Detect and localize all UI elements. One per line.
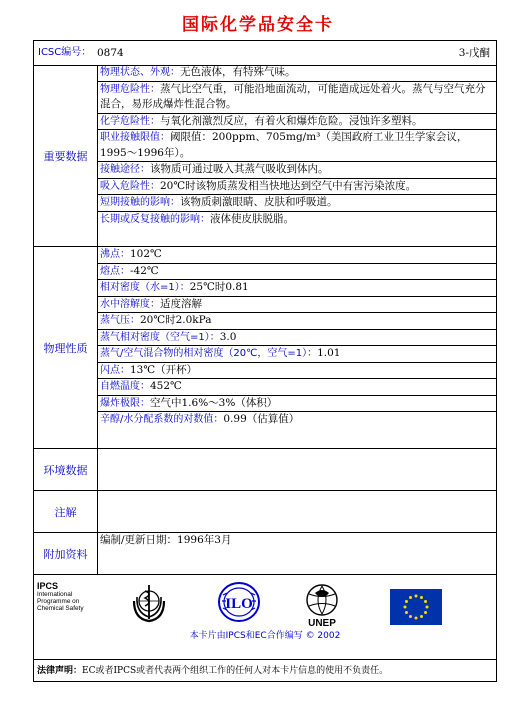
important-value: 该物质可通过吸入其蒸气吸收到体内。 — [150, 163, 329, 175]
section-label-environment: 环境数据 — [34, 449, 98, 490]
important-line — [98, 179, 496, 196]
ilo-emblem-icon — [217, 581, 261, 623]
unep-emblem-icon — [302, 583, 342, 617]
eu-star-icon — [424, 600, 427, 603]
physical-line — [98, 412, 496, 428]
eu-star-icon — [405, 611, 408, 614]
eu-star-icon — [420, 596, 423, 599]
important-line — [98, 162, 496, 179]
eu-star-icon — [409, 596, 412, 599]
important-lines — [98, 65, 496, 246]
ipcs-logo-text: IPCS International Programme on Chemical Safety — [37, 581, 84, 612]
important-line — [98, 195, 496, 212]
important-value: 阈限值：200ppm、705mg/m³（美国政府工业卫生学家会议，1995～1996年）。 — [100, 131, 468, 159]
section-environment — [34, 449, 496, 491]
physical-lines — [98, 247, 496, 448]
section-notes — [34, 491, 496, 533]
physical-key: 相对密度（水=1）： — [100, 282, 190, 293]
physical-line — [98, 396, 496, 413]
important-value: 蒸气比空气重，可能沿地面流动，可能造成远处着火。蒸气与空气充分混合，易形成爆炸性混合物。 — [100, 82, 486, 110]
icsc-code-value: 0874 — [97, 47, 124, 59]
physical-key: 熔点： — [100, 265, 130, 277]
section-important — [34, 65, 496, 247]
physical-value: 空气中1.6%～3%（体积） — [150, 396, 278, 409]
section-physical — [34, 247, 496, 449]
eu-star-icon — [415, 617, 418, 620]
physical-line — [98, 280, 496, 297]
physical-key: 爆炸极限： — [100, 397, 150, 409]
legal-text: EC或者IPCS或者代表两个组织工作的任何人对本卡片信息的使用不负责任。 — [82, 666, 389, 676]
physical-key: 沸点： — [100, 249, 130, 260]
physical-value: 452℃ — [150, 380, 182, 392]
eu-flag-icon — [390, 589, 442, 625]
physical-line — [98, 297, 496, 314]
section-label-physical: 物理性质 — [34, 247, 98, 448]
important-value: 液体使皮肤脱脂。 — [210, 212, 294, 225]
important-key: 化学危险性： — [100, 115, 160, 127]
physical-line — [98, 313, 496, 330]
card-title: 国际化学品安全卡 — [182, 15, 334, 35]
important-value: 无色液体，有特殊气味。 — [180, 66, 296, 78]
eu-star-icon — [409, 615, 412, 618]
section-label-additional: 附加资料 — [34, 533, 98, 574]
physical-value: 13℃（开杯） — [130, 363, 198, 376]
important-key: 职业接触限值： — [100, 132, 170, 143]
physical-line — [98, 264, 496, 281]
physical-value: 25℃时0.81 — [189, 281, 249, 293]
important-line — [98, 114, 496, 131]
environment-content — [98, 449, 496, 490]
physical-line — [98, 346, 496, 363]
eu-star-icon — [426, 606, 429, 609]
legal-key: 法律声明： — [37, 666, 83, 676]
update-date: 编制/更新日期：1996年3月 — [100, 534, 232, 546]
logo-strip — [34, 575, 496, 659]
physical-key: 闪点： — [100, 364, 130, 376]
important-value: 该物质刺激眼睛、皮肤和呼吸道。 — [180, 196, 338, 208]
eu-star-icon — [415, 595, 418, 598]
credit-line: 本卡片由IPCS和EC合作编写 © 2002 — [189, 631, 341, 641]
eu-star-icon — [424, 611, 427, 614]
physical-key: 蒸气相对密度（空气=1）： — [100, 331, 220, 343]
physical-line — [98, 363, 496, 380]
physical-line — [98, 330, 496, 347]
additional-content — [98, 533, 496, 574]
physical-key: 自燃温度： — [100, 381, 150, 392]
section-label-notes: 注解 — [34, 491, 98, 532]
notes-content — [98, 491, 496, 532]
card-header — [34, 41, 496, 66]
physical-line — [98, 247, 496, 264]
physical-value: 20℃时2.0kPa — [140, 314, 212, 326]
section-label-important: 重要数据 — [34, 65, 98, 246]
important-line — [98, 130, 496, 162]
important-value: 与氧化剂激烈反应，有着火和爆炸危险。浸蚀许多塑料。 — [160, 114, 423, 127]
eu-star-icon — [405, 600, 408, 603]
chemical-name: 3-戊酮 — [458, 47, 490, 59]
physical-value: 3.0 — [219, 330, 237, 343]
physical-key: 水中溶解度： — [100, 298, 160, 310]
physical-key: 蒸气压： — [100, 315, 140, 326]
physical-key: 蒸气/空气混合物的相对密度（20℃，空气=1）： — [100, 348, 318, 359]
important-key: 物理危险性： — [100, 83, 160, 95]
svg-text:ILO: ILO — [225, 596, 253, 612]
important-key: 接触途径： — [100, 164, 150, 175]
eu-star-icon — [404, 606, 407, 609]
important-key: 长期或反复接触的影响： — [100, 213, 210, 225]
important-key: 吸入危险性： — [100, 180, 160, 192]
important-key: 物理状态、外观： — [100, 67, 180, 78]
who-emblem-icon — [130, 583, 168, 623]
physical-line — [98, 379, 496, 396]
unep-label: UNEP — [308, 618, 336, 629]
physical-key: 辛醇/水分配系数的对数值： — [100, 414, 224, 425]
important-line — [98, 65, 496, 82]
important-value: 20℃时该物质蒸发相当快地达到空气中有害污染浓度。 — [160, 179, 417, 192]
important-line — [98, 212, 496, 228]
icsc-card — [33, 40, 497, 682]
legal-notice — [34, 659, 496, 681]
physical-value: 102℃ — [130, 248, 162, 260]
physical-value: 0.99（估算值） — [223, 413, 300, 425]
icsc-code-label: ICSC编号： — [38, 47, 92, 58]
physical-value: -42℃ — [130, 264, 159, 277]
important-key: 短期接触的影响： — [100, 197, 180, 208]
important-line — [98, 82, 496, 114]
physical-value: 适度溶解 — [160, 297, 202, 310]
section-additional — [34, 533, 496, 575]
physical-value: 1.01 — [317, 347, 341, 359]
eu-star-icon — [420, 615, 423, 618]
